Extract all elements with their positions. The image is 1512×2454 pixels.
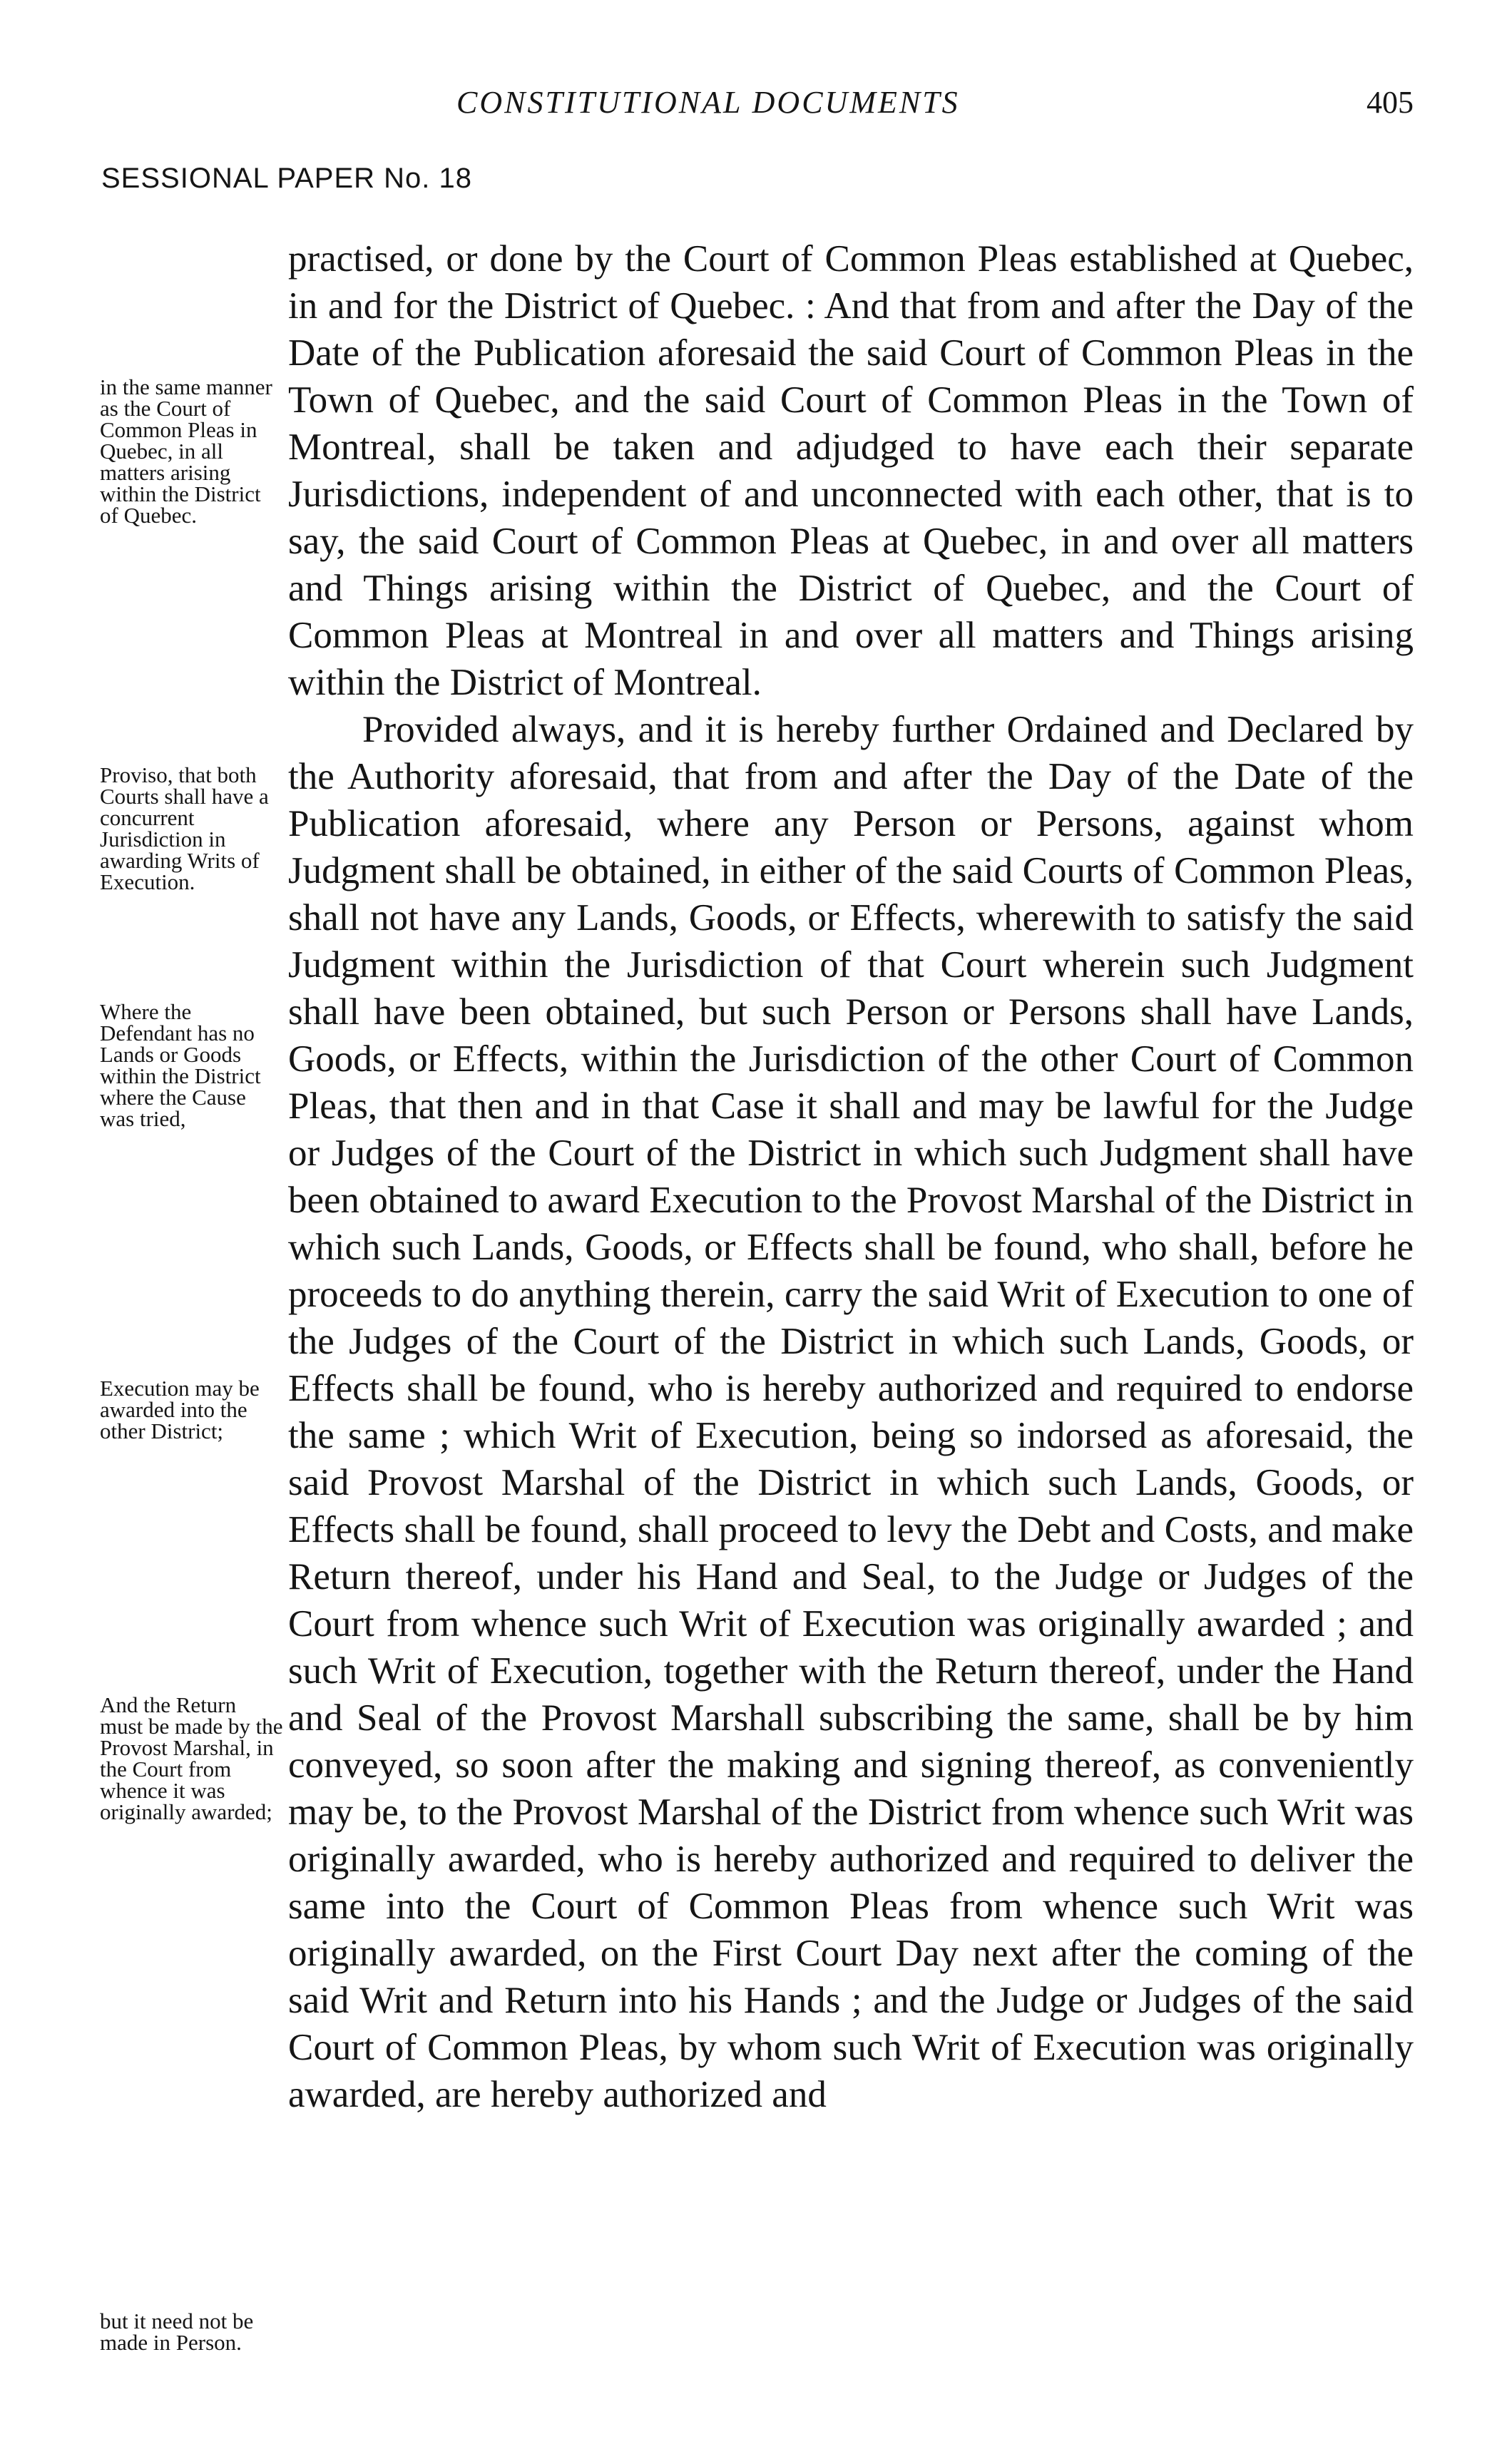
sessional-paper-label: SESSIONAL PAPER No. 18 <box>101 163 472 194</box>
margin-note-proviso: Proviso, that both Courts shall have a concurrent Jurisdiction in awarding Writs of Execution. <box>100 762 269 894</box>
body-text <box>288 235 1414 2118</box>
page-number: 405 <box>1367 85 1414 120</box>
margin-note-person: but it need not be made in Person. <box>100 2309 254 2355</box>
margin-note-return: And the Return must be made by the Provost Marshal, in the Court from whence it was originally awarded; <box>100 1692 283 1824</box>
body-paragraph-2: Provided always, and it is hereby further Ordained and Declared by the Authority aforesaid, that from and after the Day of the Date of the Publication aforesaid, where any Person or Persons, against whom Judgment shall be obtained, in either of the said Courts of Common Pleas, shall not have any Lands, Goods, or Effects, wherewith to satisfy the said Judgment within the Jurisdiction of that Court wherein such Judgment shall have been obtained, but such Person or Persons shall have Lands, Goods, or Effects, within the Jurisdiction of the other Court of Common Pleas, that then and in that Case it shall and may be lawful for the Judge or Judges of the Court of the District in which such Judgment shall have been obtained to award Execution to the Provost Marshal of the District in which such Lands, Goods, or Effects shall be found, who shall, before he proceeds to do anything therein, carry the said Writ of Execution to one of the Judges of the Court of the District in which such Lands, Goods, or Effects shall be found, who is hereby authorized and required to endorse the same ; which Writ of Execution, being so indorsed as aforesaid, the said Provost Marshal of the District in which such Lands, Goods, or Effects shall be found, shall proceed to levy the Debt and Costs, and make Return thereof, under his Hand and Seal, to the Judge or Judges of the Court from whence such Writ of Execution was originally awarded ; and such Writ of Execution, together with the Return thereof, under the Hand and Seal of the Provost Marshall subscribing the same, shall be by him conveyed, so soon after the making and signing thereof, as conveniently may be, to the Provost Marshal of the District from whence such Writ was originally awarded, who is hereby authorized and required to deliver the same into the Court of Common Pleas from whence such Writ was originally awarded, on the First Court Day next after the coming of the said Writ and Return into his Hands ; and the Judge or Judges of the said Court of Common Pleas, by whom such Writ of Execution was originally awarded, are hereby authorized and <box>288 709 1414 2115</box>
margin-note-execution: Execution may be awarded into the other District; <box>100 1376 260 1443</box>
margin-note-quebec-jurisdiction: in the same manner as the Court of Common Pleas in Quebec, in all matters arising within the District of Quebec. <box>100 374 272 528</box>
running-head <box>0 84 1512 127</box>
body-paragraph-1: practised, or done by the Court of Common Pleas established at Quebec, in and for the District of Quebec. : And that from and after the Day of the Date of the Publication aforesaid the said Court of Common Pleas in the Town of Quebec, and the said Court of Common Pleas in the Town of Montreal, shall be taken and adjudged to have each their separate Jurisdictions, independent of and unconnected with each other, that is to say, the said Court of Common Pleas at Quebec, in and over all matters and Things arising within the District of Quebec, and the Court of Common Pleas at Montreal in and over all matters and Things arising within the District of Montreal. <box>288 238 1414 703</box>
margin-note-defendant: Where the Defendant has no Lands or Goods within the District where the Cause was tried, <box>100 999 261 1131</box>
running-title: CONSTITUTIONAL DOCUMENTS <box>456 85 960 120</box>
